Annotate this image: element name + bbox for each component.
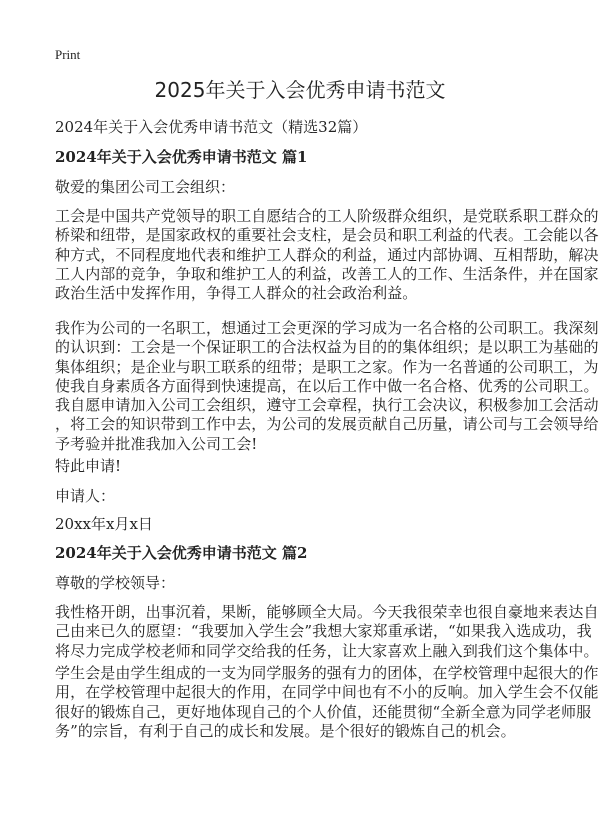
section-heading-1: 2024年关于入会优秀申请书范文 篇1 [55,148,308,166]
greeting-2: 尊敬的学校领导： [55,574,176,592]
paragraph-2-1 [55,603,599,661]
paragraph-2-2 [55,664,599,741]
applicant: 申请人： [55,487,116,505]
paragraph-1-2 [55,319,599,454]
text-line: 种方式，不同程度地代表和维护工人群众的利益，通过内部协调、互相帮助，解决 [55,245,599,264]
text-line: 己由来已久的愿望：“我要加入学生会”我想大家郑重承诺，“如果我入选成功，我 [55,622,592,641]
text-line: 很好的锻炼自己，更好地体现自己的个人价值，还能贯彻“全新全意为同学老师服 [55,702,592,721]
text-line: 用，在学校管理中起很大的作用，在同学中间也有不小的反响。加入学生会不仅能 [55,683,599,702]
text-line: 的认识到：工会是一个保证职工的合法权益为目的的集体组织；是以职工为基础的 [55,338,599,357]
text-line: 务”的宗旨，有利于自己的成长和发展。是个很好的锻炼自己的机会。 [55,721,516,740]
greeting-1: 敬爱的集团公司工会组织： [55,178,236,196]
text-line: 将尽力完成学校老师和同学交给我的任务，让大家喜欢上融入到我们这个集体中。 [55,641,599,660]
print-link[interactable]: Print [55,47,81,62]
text-line: 我自愿申请加入公司工会组织，遵守工会章程，执行工会决议，积极参加工会活动 [55,396,599,415]
text-line: 予考验并批准我加入公司工会! [55,434,258,453]
page-title: 2025年关于入会优秀申请书范文 [154,78,446,102]
text-line: ，将工会的知识带到工作中去，为公司的发展贡献自己历量，请公司与工会领导给 [55,415,599,434]
text-line: 工人内部的竞争，争取和维护工人的利益，改善工人的工作、生活条件，并在国家 [55,264,599,283]
text-line: 政治生活中发挥作用，争得工人群众的社会政治利益。 [55,284,418,303]
text-line: 桥梁和纽带，是国家政权的重要社会支柱，是会员和职工利益的代表。工会能以各 [55,226,599,245]
subtitle: 2024年关于入会优秀申请书范文（精选32篇） [55,118,368,136]
date: 20xx年x月x日 [55,515,153,533]
closing: 特此申请! [55,457,122,475]
text-line: 集体组织；是企业与职工联系的纽带；是职工之家。作为一名普通的公司职工，为 [55,357,599,376]
section-heading-2: 2024年关于入会优秀申请书范文 篇2 [55,544,308,562]
text-line: 学生会是由学生组成的一支为同学服务的强有力的团体，在学校管理中起很大的作 [55,664,599,682]
text-line: 我作为公司的一名职工，想通过工会更深的学习成为一名合格的公司职工。我深刻 [55,319,599,337]
paragraph-1-1 [55,207,599,303]
text-line: 我性格开朗，出事沉着，果断，能够顾全大局。今天我很荣幸也很自豪地来表达自 [55,603,599,621]
text-line: 工会是中国共产党领导的职工自愿结合的工人阶级群众组织，是党联系职工群众的 [55,207,599,225]
text-line: 使我自身素质各方面得到快速提高，在以后工作中做一名合格、优秀的公司职工。 [55,376,599,395]
